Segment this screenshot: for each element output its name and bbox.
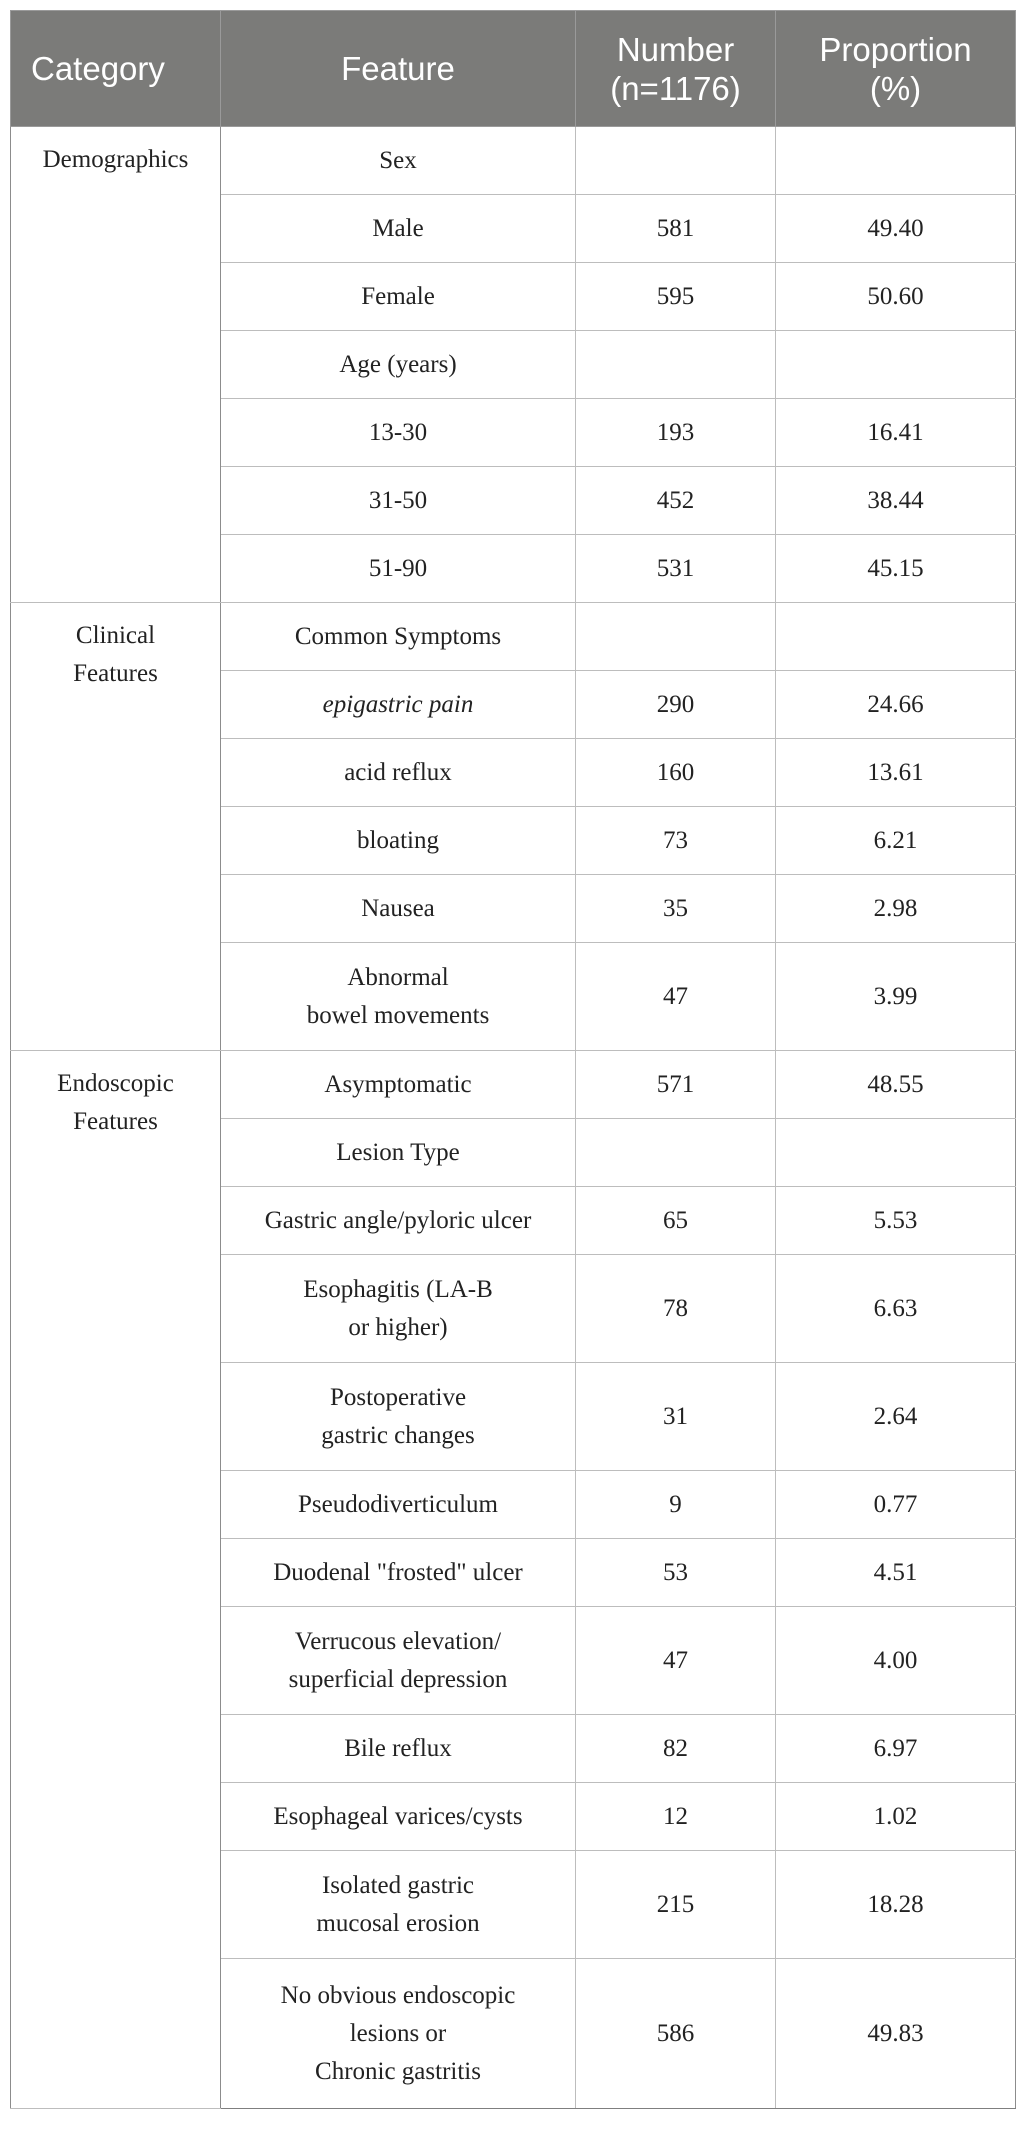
header-proportion-line2: (%) — [869, 69, 922, 107]
feature-cell: Lesion Type — [221, 1119, 576, 1187]
feature-cell: Female — [221, 263, 576, 331]
proportion-cell: 0.77 — [776, 1471, 1016, 1539]
feature-cell: 51-90 — [221, 535, 576, 603]
feature-cell: Duodenal "frosted" ulcer — [221, 1539, 576, 1607]
number-cell: 31 — [576, 1363, 776, 1471]
feature-cell: bloating — [221, 807, 576, 875]
feature-cell: 13-30 — [221, 399, 576, 467]
feature-line1: Abnormal — [347, 963, 449, 991]
header-number-line1: Number — [616, 30, 735, 68]
number-cell — [576, 603, 776, 671]
category-label-line1: Endoscopic — [57, 1070, 174, 1097]
proportion-cell — [776, 331, 1016, 399]
proportion-cell: 24.66 — [776, 671, 1016, 739]
proportion-cell: 6.97 — [776, 1715, 1016, 1783]
number-cell: 47 — [576, 1607, 776, 1715]
number-cell: 215 — [576, 1851, 776, 1959]
number-cell: 47 — [576, 943, 776, 1051]
feature-cell: Common Symptoms — [221, 603, 576, 671]
proportion-cell: 49.83 — [776, 1959, 1016, 2109]
feature-cell: 31-50 — [221, 467, 576, 535]
proportion-cell — [776, 1119, 1016, 1187]
proportion-cell: 38.44 — [776, 467, 1016, 535]
proportion-cell: 45.15 — [776, 535, 1016, 603]
number-cell: 581 — [576, 195, 776, 263]
number-cell: 9 — [576, 1471, 776, 1539]
feature-cell: Esophageal varices/cysts — [221, 1783, 576, 1851]
category-cell-endoscopic — [11, 1051, 221, 2109]
table-row — [11, 603, 1016, 671]
proportion-cell: 2.98 — [776, 875, 1016, 943]
proportion-cell: 3.99 — [776, 943, 1016, 1051]
table-body — [11, 127, 1016, 2109]
proportion-cell: 5.53 — [776, 1187, 1016, 1255]
number-cell: 595 — [576, 263, 776, 331]
feature-cell: Nausea — [221, 875, 576, 943]
number-cell — [576, 1119, 776, 1187]
feature-cell: Sex — [221, 127, 576, 195]
feature-line3: Chronic gastritis — [315, 2057, 481, 2085]
feature-cell — [221, 943, 576, 1051]
header-row — [11, 11, 1016, 127]
proportion-cell: 48.55 — [776, 1051, 1016, 1119]
header-proportion — [776, 11, 1016, 127]
table-header — [11, 11, 1016, 127]
feature-line2: or higher) — [348, 1313, 448, 1341]
category-label: Demographics — [42, 146, 189, 173]
number-cell: 571 — [576, 1051, 776, 1119]
category-label-line2: Features — [73, 660, 158, 687]
feature-cell: Asymptomatic — [221, 1051, 576, 1119]
feature-cell — [221, 1851, 576, 1959]
feature-cell: Gastric angle/pyloric ulcer — [221, 1187, 576, 1255]
proportion-cell: 2.64 — [776, 1363, 1016, 1471]
category-cell-clinical — [11, 603, 221, 1051]
number-cell: 12 — [576, 1783, 776, 1851]
feature-line1: Verrucous elevation/ — [294, 1627, 502, 1655]
number-cell: 82 — [576, 1715, 776, 1783]
number-cell: 290 — [576, 671, 776, 739]
number-cell: 53 — [576, 1539, 776, 1607]
header-feature: Feature — [221, 11, 576, 127]
feature-cell: Pseudodiverticulum — [221, 1471, 576, 1539]
proportion-cell: 18.28 — [776, 1851, 1016, 1959]
feature-cell: Age (years) — [221, 331, 576, 399]
number-cell — [576, 127, 776, 195]
feature-cell — [221, 1959, 576, 2109]
number-cell: 78 — [576, 1255, 776, 1363]
category-label-line2: Features — [73, 1108, 158, 1135]
proportion-cell: 6.63 — [776, 1255, 1016, 1363]
proportion-cell: 16.41 — [776, 399, 1016, 467]
table-row — [11, 1051, 1016, 1119]
feature-cell: Bile reflux — [221, 1715, 576, 1783]
proportion-cell: 4.00 — [776, 1607, 1016, 1715]
feature-line1: No obvious endoscopic — [280, 1981, 516, 2009]
feature-cell — [221, 1255, 576, 1363]
proportion-cell: 4.51 — [776, 1539, 1016, 1607]
number-cell: 73 — [576, 807, 776, 875]
feature-cell: Male — [221, 195, 576, 263]
feature-line1: Postoperative — [329, 1383, 467, 1411]
feature-line2: mucosal erosion — [316, 1909, 480, 1937]
feature-line2: superficial depression — [288, 1665, 508, 1693]
header-proportion-line1: Proportion — [819, 30, 972, 68]
category-label-line1: Clinical — [75, 622, 156, 649]
number-cell: 160 — [576, 739, 776, 807]
feature-line1: Esophagitis (LA-B — [303, 1275, 493, 1303]
proportion-cell: 50.60 — [776, 263, 1016, 331]
proportion-cell: 13.61 — [776, 739, 1016, 807]
table-container — [10, 10, 1015, 2109]
header-category: Category — [11, 11, 221, 127]
feature-line2: lesions or — [349, 2019, 447, 2047]
proportion-cell: 1.02 — [776, 1783, 1016, 1851]
proportion-cell — [776, 603, 1016, 671]
proportion-cell: 49.40 — [776, 195, 1016, 263]
feature-line1: Isolated gastric — [321, 1871, 475, 1899]
feature-line2: gastric changes — [321, 1421, 475, 1449]
number-cell: 65 — [576, 1187, 776, 1255]
number-cell: 452 — [576, 467, 776, 535]
table-row — [11, 127, 1016, 195]
number-cell: 193 — [576, 399, 776, 467]
feature-cell — [221, 1363, 576, 1471]
number-cell: 35 — [576, 875, 776, 943]
feature-cell: epigastric pain — [221, 671, 576, 739]
feature-cell — [221, 1607, 576, 1715]
header-number — [576, 11, 776, 127]
data-table — [10, 10, 1016, 2109]
category-cell-demographics — [11, 127, 221, 603]
feature-cell: acid reflux — [221, 739, 576, 807]
feature-line2: bowel movements — [306, 1001, 490, 1029]
number-cell — [576, 331, 776, 399]
header-number-line2: (n=1176) — [610, 69, 741, 107]
number-cell: 531 — [576, 535, 776, 603]
proportion-cell — [776, 127, 1016, 195]
number-cell: 586 — [576, 1959, 776, 2109]
proportion-cell: 6.21 — [776, 807, 1016, 875]
